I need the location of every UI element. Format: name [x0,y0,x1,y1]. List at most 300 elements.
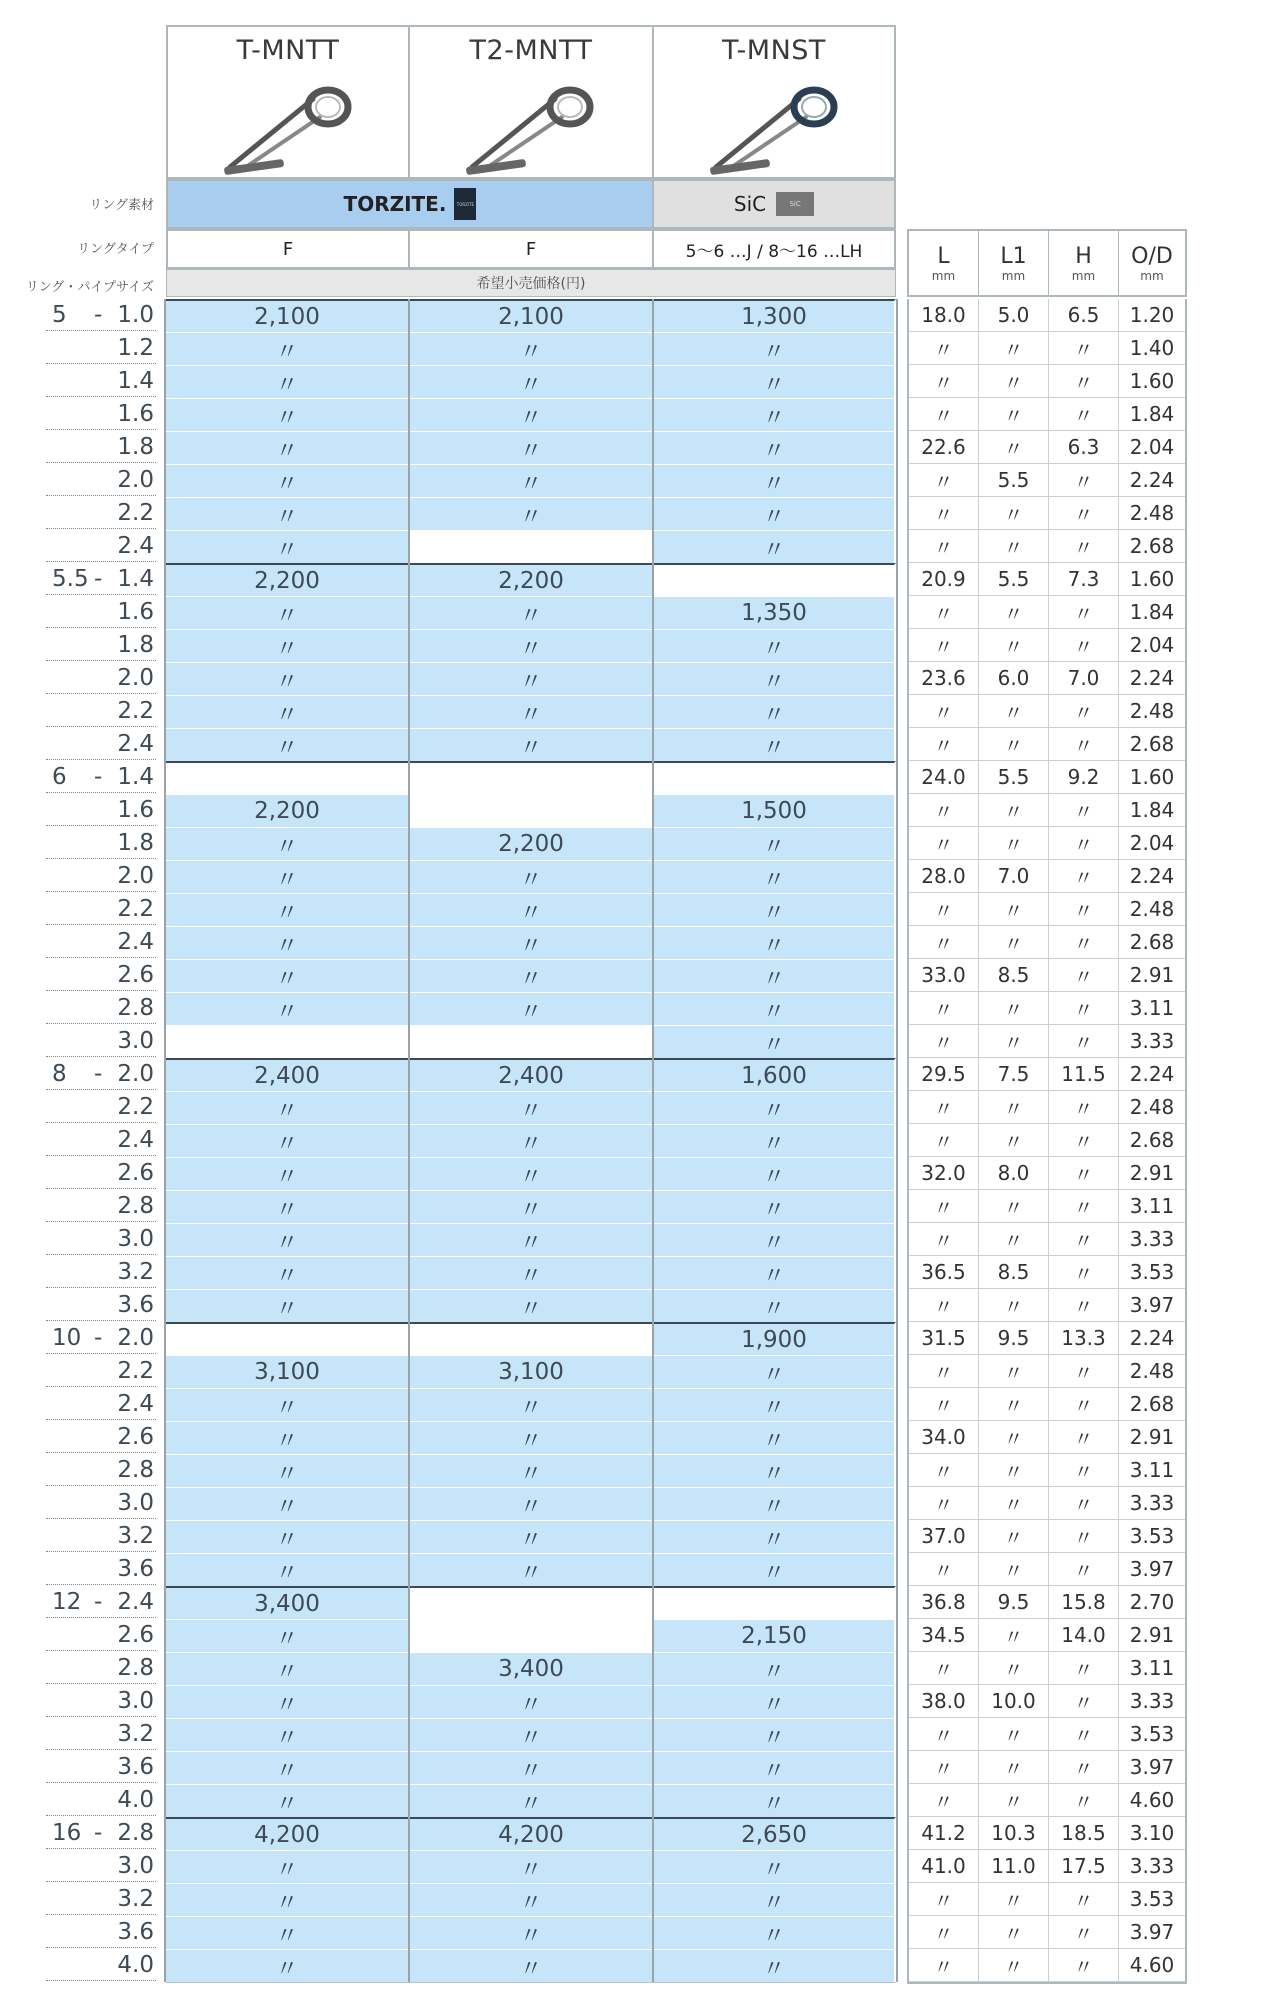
spec-cell: 〃 [909,464,979,497]
ring-size [52,992,92,1025]
spec-cell: 〃 [1049,728,1119,761]
spec-cell: 〃 [1049,1520,1119,1553]
price-cell: 2,100 [410,299,654,332]
spec-cell: 〃 [979,1223,1049,1256]
spec-cell: 9.5 [979,1322,1049,1355]
pipe-size: 2.8 [117,1193,154,1219]
ring-size [52,1025,92,1058]
ring-pipe-size-label: リング・パイプサイズ [25,280,154,295]
spec-cell: 8.0 [979,1157,1049,1190]
spec-cell: 3.33 [1119,1850,1185,1883]
price-cell: 〃 [654,992,896,1025]
spec-cell: 〃 [979,530,1049,563]
spec-header-label: O/D [1131,243,1173,269]
row-dotted-line [46,1782,156,1783]
spec-cell: 〃 [979,1124,1049,1157]
price-cell: 〃 [654,695,896,728]
spec-cell: 〃 [979,1553,1049,1586]
spec-cell: 〃 [979,398,1049,431]
spec-cell: 〃 [1049,1157,1119,1190]
spec-cell: 〃 [979,1454,1049,1487]
pipe-size: 2.6 [117,1622,154,1648]
row-dotted-line [46,363,156,364]
price-cell: 〃 [654,1454,896,1487]
price-label-bar: 希望小売価格(円) [166,269,896,297]
spec-cell: 〃 [979,1916,1049,1949]
spec-cell: 1.60 [1119,365,1185,398]
spec-cell: 〃 [1049,1553,1119,1586]
spec-cell: 〃 [1049,332,1119,365]
spec-cell: 2.24 [1119,860,1185,893]
pipe-size: 2.0 [117,1061,154,1087]
price-cell: 〃 [166,992,410,1025]
price-cell: 〃 [166,629,410,662]
spec-cell: 〃 [1049,497,1119,530]
model-name: T-MNTT [236,35,340,66]
spec-cell: 6.5 [1049,299,1119,332]
pipe-size: 2.6 [117,962,154,988]
spec-header-unit: mm [1001,268,1026,283]
spec-cell: 2.04 [1119,629,1185,662]
spec-cell: 2.70 [1119,1586,1185,1619]
ring-size: 12 [52,1589,82,1615]
row-dotted-line [46,1650,156,1651]
price-cell: 〃 [166,1454,410,1487]
spec-cell: 〃 [909,728,979,761]
spec-cell: 〃 [909,530,979,563]
row-dotted-line [46,726,156,727]
price-cell: 〃 [654,1751,896,1784]
pipe-size: 3.0 [117,1028,154,1054]
spec-cell: 〃 [909,1091,979,1124]
spec-cell: 〃 [1049,1751,1119,1784]
price-cell: 2,200 [166,563,410,596]
pipe-size: 4.0 [117,1787,154,1813]
price-cell: 〃 [166,1883,410,1916]
spec-cell: 〃 [1049,1190,1119,1223]
spec-cell: 1.84 [1119,596,1185,629]
spec-cell: 〃 [909,1223,979,1256]
price-cell: 1,900 [654,1322,896,1355]
spec-cell: 〃 [979,1751,1049,1784]
spec-cell: 〃 [1049,1124,1119,1157]
spec-cell: 8.5 [979,1256,1049,1289]
pipe-size: 2.0 [117,467,154,493]
ring-size [52,893,92,926]
price-cell: 〃 [410,398,654,431]
row-dotted-line [46,1056,156,1057]
row-dotted-line [46,1617,156,1618]
spec-cell: 9.2 [1049,761,1119,794]
ring-size [52,1685,92,1718]
spec-cell: 〃 [1049,1421,1119,1454]
spec-cell: 3.53 [1119,1883,1185,1916]
row-dotted-line [46,1518,156,1519]
pipe-size: 3.0 [117,1226,154,1252]
price-cell: 〃 [410,1289,654,1322]
price-cell: 〃 [654,1157,896,1190]
price-column-divider [164,299,166,1982]
sic-label: SiC [733,192,767,216]
price-cell: 〃 [410,365,654,398]
spec-cell: 〃 [1049,1223,1119,1256]
spec-cell: 〃 [1049,1487,1119,1520]
spec-cell: 2.91 [1119,1619,1185,1652]
price-cell: 〃 [410,1223,654,1256]
price-cell: 〃 [654,1487,896,1520]
pipe-size: 3.2 [117,1259,154,1285]
price-cell: 〃 [410,464,654,497]
pipe-size: 1.4 [117,566,154,592]
spec-cell: 〃 [1049,1355,1119,1388]
price-cell: 2,400 [166,1058,410,1091]
pipe-size: 2.2 [117,1094,154,1120]
price-cell: 〃 [410,1487,654,1520]
spec-cell: 〃 [909,1718,979,1751]
price-cell: 3,100 [166,1355,410,1388]
price-cell: 〃 [410,596,654,629]
price-cell [410,1586,654,1619]
spec-cell: 〃 [1049,1883,1119,1916]
spec-cell: 〃 [979,629,1049,662]
ring-size [52,1520,92,1553]
spec-cell: 〃 [1049,1718,1119,1751]
spec-cell: 4.60 [1119,1949,1185,1982]
row-dotted-line [46,1716,156,1717]
row-dotted-line [46,1485,156,1486]
price-cell: 〃 [166,1256,410,1289]
price-cell: 〃 [166,1388,410,1421]
row-dotted-line [46,1848,156,1849]
spec-cell: 〃 [909,1949,979,1982]
spec-cell: 2.48 [1119,695,1185,728]
spec-cell: 7.0 [979,860,1049,893]
spec-cell: 3.10 [1119,1817,1185,1850]
price-cell: 〃 [410,1520,654,1553]
spec-cell: 〃 [909,365,979,398]
spec-cell: 〃 [909,1751,979,1784]
price-cell: 〃 [410,431,654,464]
price-cell: 〃 [166,1124,410,1157]
pipe-size: 2.2 [117,698,154,724]
spec-cell: 〃 [979,1091,1049,1124]
pipe-size: 3.2 [117,1523,154,1549]
row-dotted-line [46,330,156,331]
spec-cell: 1.84 [1119,398,1185,431]
ring-size: 5.5 [52,566,89,592]
price-cell [166,1322,410,1355]
price-cell: 〃 [654,1256,896,1289]
ring-size [52,1784,92,1817]
spec-cell: 1.60 [1119,563,1185,596]
spec-cell: 〃 [1049,1454,1119,1487]
spec-cell: 〃 [909,992,979,1025]
spec-cell: 13.3 [1049,1322,1119,1355]
ring-size [52,1256,92,1289]
spec-cell: 29.5 [909,1058,979,1091]
spec-cell: 7.0 [1049,662,1119,695]
ring-size: 5 [52,302,67,328]
pipe-size: 2.0 [117,665,154,691]
spec-cell: 8.5 [979,959,1049,992]
price-cell: 〃 [166,1190,410,1223]
row-dotted-line [46,1320,156,1321]
row-dotted-line [46,1914,156,1915]
spec-cell: 〃 [909,695,979,728]
price-cell: 〃 [654,497,896,530]
row-dotted-line [46,660,156,661]
price-cell: 〃 [654,662,896,695]
spec-cell: 3.33 [1119,1025,1185,1058]
spec-cell: 〃 [979,1421,1049,1454]
price-cell: 〃 [654,1850,896,1883]
row-dotted-line [46,891,156,892]
spec-cell: 〃 [909,1025,979,1058]
price-cell: 〃 [654,1685,896,1718]
price-cell: 〃 [410,1883,654,1916]
spec-cell: 〃 [979,1487,1049,1520]
spec-cell: 6.3 [1049,431,1119,464]
spec-cell: 〃 [979,992,1049,1025]
price-cell: 〃 [166,1223,410,1256]
ring-size [52,695,92,728]
ring-size: 10 [52,1325,82,1351]
ring-size [52,1454,92,1487]
row-dotted-line [46,1221,156,1222]
spec-cell: 14.0 [1049,1619,1119,1652]
spec-cell: 〃 [979,1949,1049,1982]
spec-cell: 41.2 [909,1817,979,1850]
spec-header-unit: mm [931,268,956,283]
price-cell: 〃 [410,1685,654,1718]
price-cell: 2,200 [166,794,410,827]
row-dotted-line [46,1947,156,1948]
spec-cell: 〃 [1049,464,1119,497]
price-cell: 〃 [654,365,896,398]
price-cell: 〃 [410,728,654,761]
price-cell [410,1619,654,1652]
spec-table-frame [907,299,1187,1984]
spec-cell: 〃 [909,398,979,431]
spec-cell: 3.97 [1119,1916,1185,1949]
spec-cell: 2.04 [1119,431,1185,464]
price-cell [654,761,896,794]
row-dotted-line [46,1452,156,1453]
price-cell: 〃 [410,1190,654,1223]
price-cell: 〃 [166,1157,410,1190]
spec-cell: 15.8 [1049,1586,1119,1619]
spec-cell: 2.24 [1119,1322,1185,1355]
pipe-size: 3.6 [117,1754,154,1780]
spec-cell: 〃 [979,1025,1049,1058]
pipe-size: 3.2 [117,1721,154,1747]
price-cell: 〃 [410,1949,654,1982]
spec-cell: 3.33 [1119,1223,1185,1256]
ring-pipe-separator: - [94,1589,103,1615]
spec-cell: 2.48 [1119,1355,1185,1388]
spec-cell: 31.5 [909,1322,979,1355]
pipe-size: 3.0 [117,1490,154,1516]
price-cell: 〃 [166,1421,410,1454]
row-dotted-line [46,429,156,430]
price-cell: 〃 [410,1553,654,1586]
row-dotted-line [46,858,156,859]
price-cell: 2,100 [166,299,410,332]
ring-size [52,1949,92,1982]
price-column-divider [408,299,410,1982]
spec-cell: 11.0 [979,1850,1049,1883]
price-cell [166,1025,410,1058]
spec-cell: 3.53 [1119,1718,1185,1751]
row-dotted-line [46,1155,156,1156]
ring-size [52,1652,92,1685]
spec-cell: 11.5 [1049,1058,1119,1091]
pipe-size: 3.2 [117,1886,154,1912]
price-cell: 〃 [654,1388,896,1421]
spec-cell: 〃 [909,1916,979,1949]
ring-size [52,431,92,464]
spec-cell: 7.5 [979,1058,1049,1091]
pipe-size: 1.8 [117,830,154,856]
spec-cell: 3.11 [1119,1454,1185,1487]
spec-cell: 7.3 [1049,563,1119,596]
price-cell: 〃 [166,1685,410,1718]
spec-cell: 〃 [1049,695,1119,728]
price-cell: 〃 [654,959,896,992]
price-cell: 〃 [166,596,410,629]
spec-cell: 〃 [1049,1289,1119,1322]
price-cell: 〃 [654,332,896,365]
price-cell: 〃 [410,959,654,992]
ring-size [52,926,92,959]
spec-cell: 24.0 [909,761,979,794]
ring-size [52,1553,92,1586]
pipe-size: 1.0 [117,302,154,328]
price-cell: 〃 [410,1421,654,1454]
spec-cell: 5.0 [979,299,1049,332]
spec-cell: 〃 [1049,827,1119,860]
ring-pipe-separator: - [94,302,103,328]
spec-cell: 〃 [1049,959,1119,992]
row-dotted-line [46,1683,156,1684]
pipe-size: 2.4 [117,1391,154,1417]
spec-cell: 3.53 [1119,1256,1185,1289]
row-dotted-line [46,1122,156,1123]
row-dotted-line [46,462,156,463]
price-cell [654,563,896,596]
spec-cell: 〃 [1049,1256,1119,1289]
price-cell: 〃 [654,1355,896,1388]
ring-type-cell: 5〜6 …J / 8〜16 …LH [652,229,896,269]
spec-header-label: L1 [1000,243,1027,269]
pipe-size: 1.8 [117,632,154,658]
spec-cell: 23.6 [909,662,979,695]
price-cell: 〃 [166,926,410,959]
price-cell: 〃 [654,1124,896,1157]
pipe-size: 2.4 [117,929,154,955]
spec-cell: 2.24 [1119,464,1185,497]
price-cell: 〃 [166,332,410,365]
spec-cell: 〃 [979,1355,1049,1388]
spec-cell: 1.60 [1119,761,1185,794]
price-cell: 〃 [654,926,896,959]
price-cell: 〃 [166,398,410,431]
spec-cell: 〃 [979,1388,1049,1421]
price-cell: 1,500 [654,794,896,827]
spec-cell: 〃 [979,1190,1049,1223]
spec-cell: 1.40 [1119,332,1185,365]
pipe-size: 2.2 [117,1358,154,1384]
ring-size [52,1718,92,1751]
table-bottom-line [166,1982,896,1983]
row-dotted-line [46,1254,156,1255]
row-dotted-line [46,825,156,826]
spec-cell: 10.3 [979,1817,1049,1850]
row-dotted-line [46,594,156,595]
ring-size [52,1124,92,1157]
price-cell: 〃 [410,992,654,1025]
spec-cell: 3.11 [1119,1190,1185,1223]
spec-cell: 〃 [1049,596,1119,629]
price-cell: 〃 [166,827,410,860]
ring-pipe-separator: - [94,566,103,592]
spec-cell: 〃 [909,1553,979,1586]
pipe-size: 2.4 [117,1589,154,1615]
pipe-size: 2.4 [117,1127,154,1153]
price-cell: 〃 [410,332,654,365]
price-cell: 〃 [410,1388,654,1421]
price-cell: 〃 [166,1652,410,1685]
spec-cell: 〃 [979,497,1049,530]
price-cell: 〃 [410,497,654,530]
price-cell: 〃 [654,1289,896,1322]
spec-cell: 2.68 [1119,530,1185,563]
ring-size: 8 [52,1061,67,1087]
spec-cell: 〃 [979,926,1049,959]
price-cell: 〃 [166,1784,410,1817]
row-dotted-line [46,1815,156,1816]
price-cell: 〃 [654,860,896,893]
spec-cell: 2.24 [1119,1058,1185,1091]
spec-cell: 28.0 [909,860,979,893]
spec-cell: 2.91 [1119,959,1185,992]
spec-cell: 32.0 [909,1157,979,1190]
ring-size [52,1916,92,1949]
spec-cell: 4.60 [1119,1784,1185,1817]
spec-cell: 〃 [909,926,979,959]
price-cell: 〃 [654,1949,896,1982]
spec-cell: 2.91 [1119,1421,1185,1454]
pipe-size: 2.8 [117,1820,154,1846]
price-cell [654,1586,896,1619]
pipe-size: 2.2 [117,896,154,922]
spec-cell: 3.11 [1119,992,1185,1025]
price-cell: 〃 [410,1454,654,1487]
price-cell: 〃 [654,728,896,761]
row-dotted-line [46,1023,156,1024]
ring-size [52,1619,92,1652]
pipe-size: 2.8 [117,1655,154,1681]
ring-size [52,959,92,992]
spec-cell: 〃 [1049,398,1119,431]
spec-cell: 2.68 [1119,728,1185,761]
price-cell: 2,200 [410,827,654,860]
spec-cell: 2.68 [1119,1388,1185,1421]
price-cell: 〃 [166,431,410,464]
price-cell: 〃 [654,1190,896,1223]
price-cell: 〃 [166,1289,410,1322]
torzite-label: TORZITE. [343,192,447,216]
